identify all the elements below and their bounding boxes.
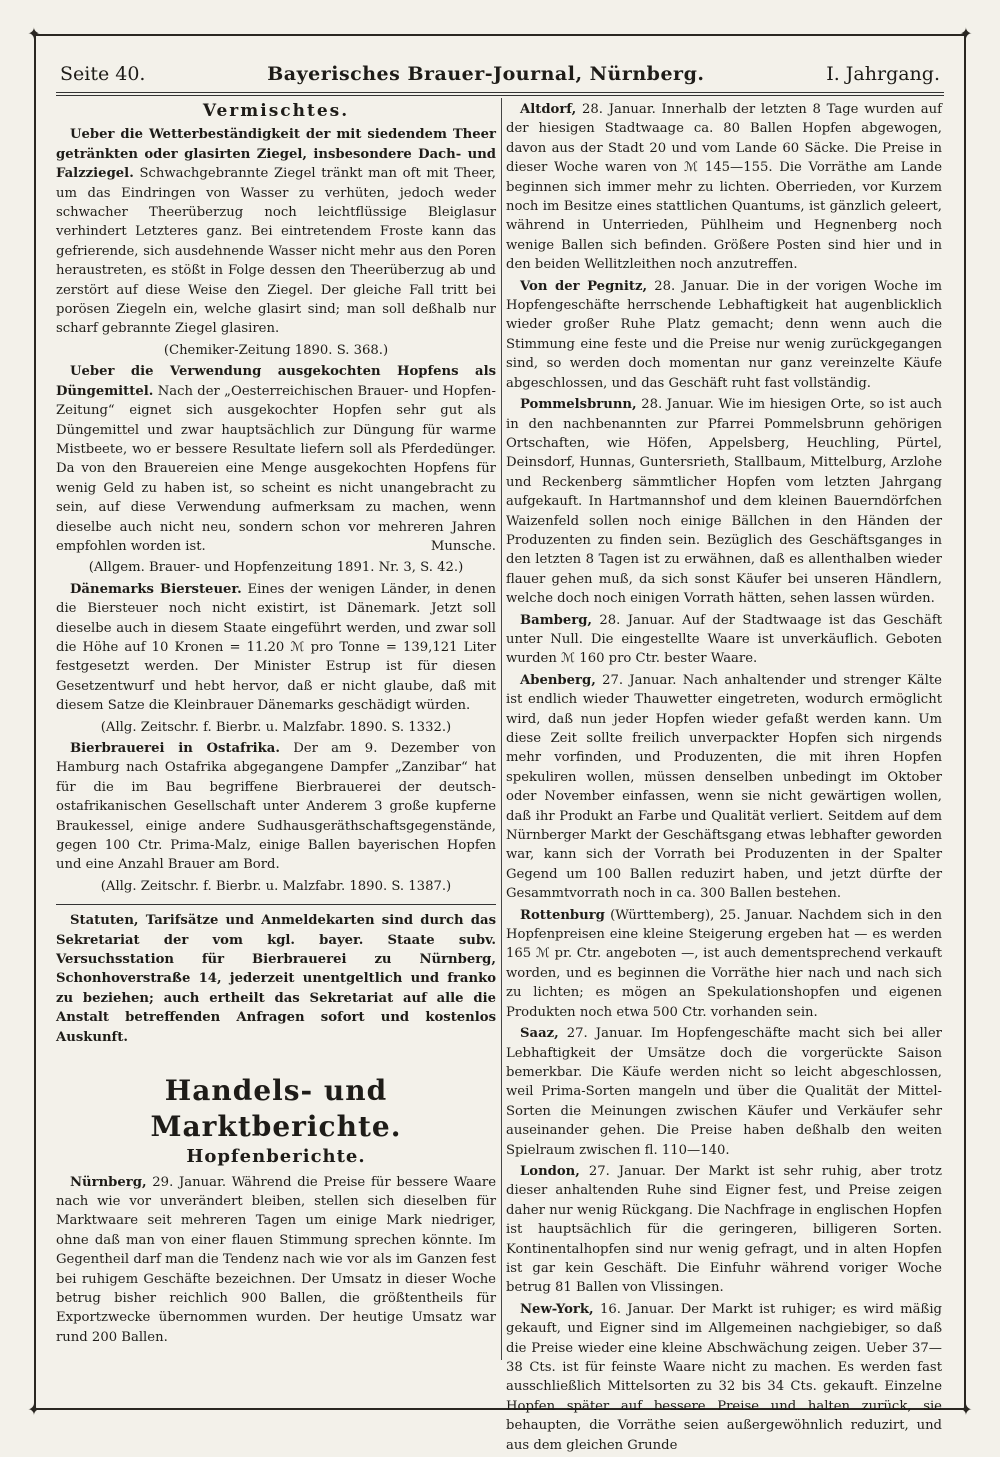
report-body: 27. Januar. Nach anhaltender und strenger Kälte ist endlich wieder Thauwetter eingetreten, wodurch ermöglicht wird, daß nun jeder Hopfen wieder gefaßt werden kann. Um diese Zeit sollte freilich unverpackter Hopfen sich nirgends mehr vorfinden, und Produzenten, die mit ihren Hopfen spekuliren wollen, müssen denselben unbedingt im Oktober oder November einfassen, wenn sie nicht gewärtigen wollen, daß ihr Produkt an Farbe und Qualität verliert. Seitdem auf dem Nürnberger Markt der Geschäftsgang etwas lebhafter geworden war, kann sich der Vorrath bei Produzenten in der Spalter Gegend um 100 Ballen reduzirt haben, und jetzt dürfte der Gesammtvorrath noch in ca. 300 Ballen bestehen.	[506, 672, 942, 902]
article-citation: (Chemiker-Zeitung 1890. S. 368.)	[163, 342, 389, 358]
frame-right	[964, 34, 966, 1410]
article-body: Schwachgebrannte Ziegel tränkt man oft mit Theer, um das Eindringen von Wasser zu verhüten, jedoch weder schwacher Theerüberzug noch leichtflüssige Bleiglasur verhindert Letzteres ganz. Bei eintretendem Froste kann das gefrierende, sich ausdehnende Wasser nicht mehr aus den Poren heraustreten, es stößt in Folge dessen den Theerüberzug ab und zerstört auf diese Weise den Ziegel. Der gleiche Fall tritt bei porösen Ziegeln ein, welche glasirt sind; man soll deßhalb nur scharf gebrannte Ziegel glasiren.	[56, 166, 496, 337]
market-report	[506, 395, 942, 608]
market-report	[506, 1300, 942, 1455]
report-body: 29. Januar. Während die Preise für bessere Waare nach wie vor unverändert bleiben, stellen sich dieselben für Marktwaare seit mehreren Tagen um einige Mark niedriger, ohne daß man von einer flauen Stimmung sprechen könnte. Im Gegentheil darf man die Tendenz nach wie vor als im Ganzen fest bei ruhigem Geschäfte bezeichnen. Der Umsatz in dieser Woche betrug bisher reichlich 900 Ballen, die größtentheils für Exportzwecke übernommen wurden. Der heutige Umsatz war rund 200 Ballen.	[56, 1174, 497, 1345]
article-lead: Bierbrauerei in Ostafrika.	[70, 741, 280, 756]
article-citation: (Allg. Zeitschr. f. Bierbr. u. Malzfabr. 1890. S. 1387.)	[100, 878, 452, 894]
frame-top	[34, 34, 966, 36]
report-body: 28. Januar. Innerhalb der letzten 8 Tage wurden auf der hiesigen Stadtwaage ca. 80 Ballen Hopfen abgewogen, davon aus der Stadt 20 und vom Lande 60 Säcke. Die Preise in dieser Woche waren von ℳ 145—155. Die Vorräthe am Lande beginnen sich immer mehr zu lichten. Oberrieden, vor Kurzem noch im Besitze eines stattlichen Quantums, ist gänzlich geleert, während in Unterrieden, Pühlheim und Hegnenberg noch wenige Ballen sich befinden. Größere Posten sind hier und in den beiden Wellitzleithen noch anzutreffen.	[506, 102, 942, 273]
report-place: Pommelsbrunn,	[520, 397, 637, 413]
report-place: Abenberg,	[520, 672, 596, 688]
article	[56, 580, 496, 716]
market-report	[506, 1024, 942, 1160]
left-column	[56, 100, 496, 1349]
corner-ornament-icon: ✦	[959, 1400, 973, 1419]
report-body: 28. Januar. Wie im hiesigen Orte, so ist auch in den nachbenannten zur Pfarrei Pommelsbrunn gehörigen Ortschaften, wie Höfen, Appelsberg, Heuchling, Pürtel, Deinsdorf, Hunnas, Guntersrieth, Stallbaum, Mittelburg, Arzlohe und Reckenberg sämmtlicher Hopfen vom letzten Jahrgang aufgekauft. In Hartmannshof und dem kleinen Bauerndörfchen Waizenfeld sollen noch einige Bällchen in den Händen der Produzenten zu finden sein. Bezüglich des Geschäftsganges in den letzten 8 Tagen ist zu erwähnen, daß es allenthalben wieder flauer gehen muß, da sich sonst Käufer bei unseren Händlern, welche doch noch einigen Vorrath hätten, sehen lassen würden.	[506, 397, 942, 607]
market-report	[506, 277, 942, 393]
article-lead: Ueber die Wetterbeständigkeit der mit siedendem Theer getränkten oder glasirten Ziegel, insbesondere Dach- und Falzziegel.	[56, 127, 496, 182]
article-body: Nach der „Oesterreichischen Brauer- und Hopfen-Zeitung“ eignet sich ausgekochter Hopfen sehr gut als Düngemittel und zwar hauptsächlich zur Düngung für warme Mistbeete, wo er bessere Resultate liefern soll als Pferdedünger. Da von den Brauereien eine Menge ausgekochten Hopfens für wenig Geld zu haben ist, so scheint es nicht unangebracht zu sein, auf diese Verwendung aufmerksam zu machen, wenn dieselbe auch nicht neu, sondern schon vor mehreren Jahren empfohlen worden ist.	[56, 383, 496, 554]
report-body: 27. Januar. Im Hopfengeschäfte macht sich bei aller Lebhaftigkeit der Umsätze doch die vorgerückte Saison bemerkbar. Die Käufe werden nicht so leicht abgeschlossen, weil Prima-Sorten mangeln und über die Qualität der Mittel-Sorten die Meinungen zwischen Käufer und Verkäufer sehr auseinander gehen. Die Preise haben deßhalb den weiten Spielraum zwischen fl. 110—140.	[506, 1026, 942, 1158]
corner-ornament-icon: ✦	[27, 24, 41, 43]
report-place: Altdorf,	[520, 102, 577, 117]
subsection-heading: Hopfenberichte.	[186, 1146, 366, 1168]
report-place: Von der Pegnitz,	[520, 278, 648, 294]
page-header	[60, 58, 940, 90]
volume-label: I. Jahrgang.	[826, 63, 940, 85]
article-lead: Ueber die Verwendung ausgekochten Hopfens als Düngemittel.	[56, 364, 496, 399]
report-body: (Württemberg), 25. Januar. Nachdem sich in den Hopfenpreisen eine kleine Steigerung ergeben hat — es werden 165 ℳ pr. Ctr. angeboten —, ist auch dementsprechend verkauft worden, und es beginnen die Vorräthe hier nach und nach sich zu lichten; es mögen an Spekulationshopfen und eigenen Produkten noch etwa 500 Ctr. vorhanden sein.	[506, 907, 942, 1020]
column-divider	[501, 98, 502, 1360]
market-report	[56, 1173, 496, 1348]
corner-ornament-icon: ✦	[27, 1400, 41, 1419]
article-citation: (Allgem. Brauer- und Hopfenzeitung 1891. Nr. 3, S. 42.)	[88, 560, 464, 576]
article-body: Eines der wenigen Länder, in denen die Biersteuer noch nicht existirt, ist Dänemark. Jetzt soll dieselbe auch in diesem Staate eingeführt werden, und zwar soll die Höhe auf 10 Kronen = 11.20 ℳ pro Tonne = 139,121 Liter festgesetzt werden. Der Minister Estrup ist für diesen Gesetzentwurf und hebt hervor, daß er nicht glaube, daß mit diesem Satze die Kleinbrauer Dänemarks geschädigt würden.	[56, 581, 497, 714]
report-body: 28. Januar. Die in der vorigen Woche im Hopfengeschäfte herrschende Lebhaftigkeit hat augenblicklich wieder großer Ruhe Platz gemacht; denn wenn auch die Stimmung eine feste und die Preise nur wenig zurückgegangen sind, so werden doch momentan nur ganz vereinzelte Käufe abgeschlossen, und das Geschäft ruht fast vollständig.	[506, 278, 943, 391]
header-rule	[56, 95, 944, 96]
header-rule	[56, 92, 944, 93]
article	[56, 739, 496, 875]
article	[56, 362, 496, 556]
article	[56, 125, 496, 338]
market-report	[506, 906, 942, 1022]
report-place: Nürnberg,	[70, 1174, 147, 1190]
report-place: Rottenburg	[520, 907, 605, 923]
report-place: Saaz,	[520, 1026, 559, 1042]
report-body: 16. Januar. Der Markt ist ruhiger; es wird mäßig gekauft, und Eigner sind im Allgemeinen nachgiebiger, so daß die Preise wieder eine kleine Abschwächung zeigen. Ueber 37—38 Cts. ist für feinste Waare nicht zu machen. Es werden fast ausschließlich Mittelsorten zu 32 bis 34 Cts. gekauft. Einzelne Hopfen später auf bessere Preise und halten zurück, sie behaupten, die Vorräthe seien außergewöhnlich reduzirt, und aus dem gleichen Grunde	[506, 1301, 942, 1453]
report-place: Bamberg,	[520, 612, 593, 628]
report-body: 28. Januar. Auf der Stadtwaage ist das Geschäft unter Null. Die eingestellte Waare ist unverkäuflich. Geboten wurden ℳ 160 pro Ctr. bester Waare.	[506, 612, 942, 667]
page-number: Seite 40.	[60, 63, 146, 85]
article-lead: Dänemarks Biersteuer.	[70, 581, 242, 597]
article-author: Munsche.	[430, 538, 496, 554]
article-body: Der am 9. Dezember von Hamburg nach Ostafrika abgegangene Dampfer „Zanzibar“ hat für die im Bau begriffene Bierbrauerei der deutsch-ostafrikanischen Gesellschaft unter Anderem 3 große kupferne Braukessel, einige andere Sudhausgeräthschaftsgegenstände, gegen 100 Ctr. Prima-Malz, einige Ballen bayerischen Hopfen und eine Anzahl Brauer am Bord.	[56, 741, 496, 873]
report-place: London,	[520, 1163, 580, 1179]
article-citation: (Allg. Zeitschr. f. Bierbr. u. Malzfabr. 1890. S. 1332.)	[100, 719, 452, 735]
section-heading: Vermischtes.	[202, 101, 350, 121]
market-report	[506, 611, 942, 669]
market-report	[506, 100, 942, 275]
frame-left	[34, 34, 36, 1410]
market-report	[506, 671, 942, 904]
journal-title: Bayerisches Brauer-Journal, Nürnberg.	[267, 63, 705, 85]
right-column	[506, 100, 942, 1457]
market-report	[506, 1162, 942, 1298]
corner-ornament-icon: ✦	[959, 24, 973, 43]
report-body: 27. Januar. Der Markt ist sehr ruhig, aber trotz dieser anhaltenden Ruhe sind Eigner fest, und Preise zeigen daher nur wenig Rückgang. Die Nachfrage in englischen Hopfen ist hauptsächlich für die geringeren, billigeren Sorten. Kontinentalhopfen sind nur wenig gefragt, und in alten Hopfen ist gar kein Geschäft. Die Einfuhr während voriger Woche betrug 81 Ballen von Vlissingen.	[506, 1163, 942, 1296]
report-place: New-York,	[520, 1301, 594, 1317]
notice-text: Statuten, Tarifsätze und Anmeldekarten sind durch das Sekretariat der vom kgl. bayer. Staate subv. Versuchsstation für Bierbrauerei zu Nürnberg, Schonhoverstraße 14, jederzeit unentgeltlich und franko zu beziehen; auch ertheilt das Sekretariat auf alle die Anstalt betreffenden Anfragen sofort und kostenlos Auskunft.	[56, 904, 496, 1047]
section-heading-large: Handels- und Marktberichte.	[150, 1074, 402, 1144]
